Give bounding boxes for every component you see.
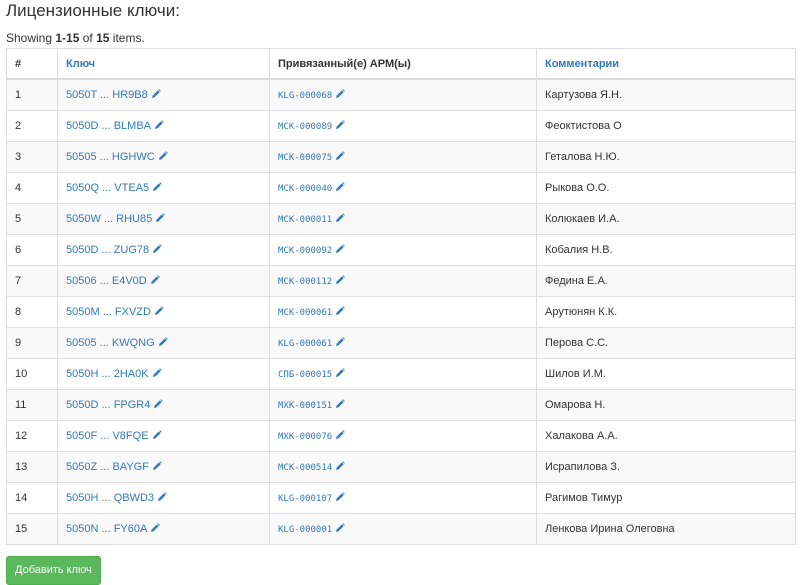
sort-comment-link[interactable]: Комментарии xyxy=(545,57,620,70)
key-cell xyxy=(58,235,270,266)
pencil-icon xyxy=(335,120,345,133)
row-number: 9 xyxy=(7,328,58,359)
arm-value: MXK-000151 xyxy=(278,400,333,411)
table-row xyxy=(7,297,796,328)
pencil-icon xyxy=(335,89,345,102)
pencil-icon xyxy=(335,182,345,195)
table-row xyxy=(7,173,796,204)
key-cell xyxy=(58,297,270,328)
key-value: 5050H ... 2HA0K xyxy=(66,367,149,380)
comment-cell: Кобалия Н.В. xyxy=(537,235,796,266)
key-cell xyxy=(58,328,270,359)
arm-cell xyxy=(270,297,537,328)
header-row xyxy=(7,49,796,80)
key-value: 5050M ... FXVZD xyxy=(66,305,151,318)
pencil-icon xyxy=(158,337,168,350)
arm-value: MCK-000112 xyxy=(278,276,333,287)
row-number: 14 xyxy=(7,483,58,514)
header-key xyxy=(58,49,270,80)
table-row xyxy=(7,514,796,545)
arm-value: MCK-000092 xyxy=(278,245,333,256)
header-comment xyxy=(537,49,796,80)
table-row xyxy=(7,483,796,514)
comment-cell: Федина Е.А. xyxy=(537,266,796,297)
arm-cell xyxy=(270,235,537,266)
key-cell xyxy=(58,173,270,204)
arm-value: MCK-000011 xyxy=(278,214,333,225)
key-cell xyxy=(58,266,270,297)
arm-value: MCK-000075 xyxy=(278,152,333,163)
arm-link[interactable] xyxy=(278,153,345,163)
key-cell xyxy=(58,111,270,142)
key-value: 5050Z ... BAYGF xyxy=(66,460,149,473)
arm-cell xyxy=(270,142,537,173)
key-link[interactable] xyxy=(66,461,162,473)
table-row xyxy=(7,142,796,173)
key-link[interactable] xyxy=(66,523,160,535)
key-cell xyxy=(58,421,270,452)
arm-link[interactable] xyxy=(278,401,345,411)
pencil-icon xyxy=(158,151,168,164)
arm-cell xyxy=(270,452,537,483)
key-link[interactable] xyxy=(66,275,160,287)
arm-link[interactable] xyxy=(278,494,345,504)
arm-link[interactable] xyxy=(278,463,345,473)
arm-value: MCK-000089 xyxy=(278,121,333,132)
header-arm: Привязанный(е) АРМ(ы) xyxy=(270,49,537,80)
arm-link[interactable] xyxy=(278,308,345,318)
table-row xyxy=(7,390,796,421)
key-link[interactable] xyxy=(66,213,165,225)
row-number: 4 xyxy=(7,173,58,204)
key-link[interactable] xyxy=(66,492,167,504)
arm-cell xyxy=(270,421,537,452)
pencil-icon xyxy=(152,461,162,474)
license-keys-table xyxy=(6,48,796,545)
key-link[interactable] xyxy=(66,368,162,380)
arm-cell xyxy=(270,390,537,421)
key-value: 5050T ... HR9B8 xyxy=(66,88,148,101)
row-number: 5 xyxy=(7,204,58,235)
key-link[interactable] xyxy=(66,337,168,349)
arm-link[interactable] xyxy=(278,370,345,380)
arm-value: KLG-000061 xyxy=(278,338,333,349)
arm-link[interactable] xyxy=(278,122,345,132)
comment-cell: Геталова Н.Ю. xyxy=(537,142,796,173)
comment-cell: Омарова Н. xyxy=(537,390,796,421)
pencil-icon xyxy=(335,399,345,412)
table-row xyxy=(7,359,796,390)
pencil-icon xyxy=(335,213,345,226)
pencil-icon xyxy=(335,368,345,381)
key-value: 50505 ... HGHWC xyxy=(66,150,155,163)
key-link[interactable] xyxy=(66,89,161,101)
arm-value: СПБ-000015 xyxy=(278,369,333,380)
key-link[interactable] xyxy=(66,430,162,442)
pencil-icon xyxy=(335,151,345,164)
page-title: Лицензионные ключи: xyxy=(6,1,180,20)
arm-value: MCK-000040 xyxy=(278,183,333,194)
key-value: 5050F ... V8FQE xyxy=(66,429,149,442)
row-number: 2 xyxy=(7,111,58,142)
pencil-icon xyxy=(155,213,165,226)
arm-link[interactable] xyxy=(278,184,345,194)
table-row xyxy=(7,421,796,452)
pencil-icon xyxy=(335,492,345,505)
pencil-icon xyxy=(335,337,345,350)
pencil-icon xyxy=(152,430,162,443)
arm-value: MXK-000076 xyxy=(278,431,333,442)
pencil-icon xyxy=(151,89,161,102)
pencil-icon xyxy=(335,306,345,319)
key-cell xyxy=(58,142,270,173)
key-value: 5050D ... FPGR4 xyxy=(66,398,151,411)
key-cell xyxy=(58,390,270,421)
key-value: 50505 ... KWQNG xyxy=(66,336,155,349)
row-number: 7 xyxy=(7,266,58,297)
table-row xyxy=(7,235,796,266)
arm-cell xyxy=(270,173,537,204)
arm-cell xyxy=(270,266,537,297)
pencil-icon xyxy=(152,368,162,381)
key-value: 5050N ... FY60A xyxy=(66,522,148,535)
key-link[interactable] xyxy=(66,306,164,318)
arm-value: KLG-000068 xyxy=(278,90,333,101)
key-cell xyxy=(58,79,270,111)
key-link[interactable] xyxy=(66,120,164,132)
pencil-icon xyxy=(335,461,345,474)
key-value: 50506 ... E4V0D xyxy=(66,274,147,287)
pencil-icon xyxy=(157,492,167,505)
arm-cell xyxy=(270,483,537,514)
arm-cell xyxy=(270,111,537,142)
pencil-icon xyxy=(335,275,345,288)
arm-cell xyxy=(270,328,537,359)
comment-cell: Картузова Я.Н. xyxy=(537,79,796,111)
summary-prefix: Showing xyxy=(6,31,56,45)
arm-cell xyxy=(270,79,537,111)
table-row xyxy=(7,452,796,483)
key-link[interactable] xyxy=(66,182,162,194)
arm-link[interactable] xyxy=(278,339,345,349)
row-number: 12 xyxy=(7,421,58,452)
table-row xyxy=(7,266,796,297)
key-value: 5050H ... QBWD3 xyxy=(66,491,155,504)
row-number: 11 xyxy=(7,390,58,421)
arm-value: MCK-000061 xyxy=(278,307,333,318)
arm-link[interactable] xyxy=(278,277,345,287)
pencil-icon xyxy=(150,523,160,536)
table-row xyxy=(7,328,796,359)
comment-cell: Ленкова Ирина Олеговна xyxy=(537,514,796,545)
pencil-icon xyxy=(154,120,164,133)
arm-link[interactable] xyxy=(278,525,345,535)
arm-link[interactable] xyxy=(278,246,345,256)
row-number: 10 xyxy=(7,359,58,390)
row-number: 3 xyxy=(7,142,58,173)
pencil-icon xyxy=(150,275,160,288)
summary-suffix: items. xyxy=(109,31,145,45)
row-number: 6 xyxy=(7,235,58,266)
comment-cell: Рыкова О.О. xyxy=(537,173,796,204)
grid-summary xyxy=(6,30,145,46)
summary-range: 1-15 xyxy=(55,31,80,45)
header-num: # xyxy=(7,49,58,80)
comment-cell: Перова С.С. xyxy=(537,328,796,359)
comment-cell: Шилов И.М. xyxy=(537,359,796,390)
table-header xyxy=(7,49,796,80)
pencil-icon xyxy=(154,306,164,319)
summary-of: of xyxy=(79,31,97,45)
pencil-icon xyxy=(152,244,162,257)
key-cell xyxy=(58,359,270,390)
comment-cell: Арутюнян К.К. xyxy=(537,297,796,328)
key-value: 5050D ... ZUG78 xyxy=(66,243,150,256)
arm-link[interactable] xyxy=(278,91,345,101)
summary-total: 15 xyxy=(96,31,110,45)
arm-cell xyxy=(270,514,537,545)
row-number: 13 xyxy=(7,452,58,483)
pencil-icon xyxy=(335,430,345,443)
table-body xyxy=(7,79,796,545)
key-value: 5050D ... BLMBA xyxy=(66,119,151,132)
comment-cell: Рагимов Тимур xyxy=(537,483,796,514)
table-row xyxy=(7,204,796,235)
key-link[interactable] xyxy=(66,151,168,163)
pencil-icon xyxy=(335,244,345,257)
key-link[interactable] xyxy=(66,399,163,411)
arm-link[interactable] xyxy=(278,215,345,225)
arm-cell xyxy=(270,204,537,235)
key-value: 5050W ... RHU85 xyxy=(66,212,153,225)
key-cell xyxy=(58,452,270,483)
pencil-icon xyxy=(335,523,345,536)
row-number: 15 xyxy=(7,514,58,545)
arm-value: KLG-000001 xyxy=(278,524,333,535)
comment-cell: Колюкаев И.А. xyxy=(537,204,796,235)
pencil-icon xyxy=(152,182,162,195)
row-number: 8 xyxy=(7,297,58,328)
key-cell xyxy=(58,483,270,514)
arm-link[interactable] xyxy=(278,432,345,442)
key-value: 5050Q ... VTEA5 xyxy=(66,181,150,194)
pencil-icon xyxy=(153,399,163,412)
table-row xyxy=(7,111,796,142)
key-link[interactable] xyxy=(66,244,162,256)
arm-cell xyxy=(270,359,537,390)
key-cell xyxy=(58,514,270,545)
sort-key-link[interactable]: Ключ xyxy=(66,57,96,70)
add-key-button[interactable]: Добавить ключ xyxy=(6,556,101,585)
comment-cell: Исрапилова З. xyxy=(537,452,796,483)
comment-cell: Халакова А.А. xyxy=(537,421,796,452)
arm-value: MCK-000514 xyxy=(278,462,333,473)
arm-value: KLG-000107 xyxy=(278,493,333,504)
comment-cell: Феоктистова О xyxy=(537,111,796,142)
table-row xyxy=(7,79,796,111)
row-number: 1 xyxy=(7,79,58,111)
key-cell xyxy=(58,204,270,235)
